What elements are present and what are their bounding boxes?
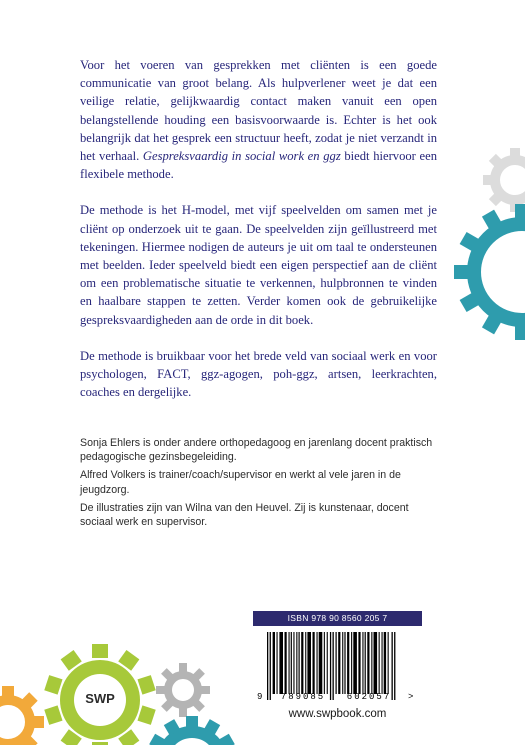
- teal-bottom-gear-icon: [149, 716, 235, 745]
- barcode-bar: [336, 632, 337, 694]
- barcode-bar: [333, 632, 334, 700]
- barcode-bar: [317, 632, 318, 694]
- barcode-bar: [324, 632, 325, 694]
- barcode-bar: [347, 632, 349, 694]
- blurb-paragraph-1: Voor het voeren van gesprekken met cliënten is een goede communicatie van groot belang. Als hulpverlener weet je dat een veilige relatie, gelijkwaardig contact maken vanuit een open belangstellende houding een basisvoorwaarde is. Echter is het ook belangrijk dat het gesprek een structuur heeft, zodat je niet verzandt in het verhaal. Gespreksvaardig in social work en ggz biedt hiervoor een flexibele methode.: [80, 58, 437, 182]
- blurb-paragraph-2: De methode is het H-model, met vijf speelvelden om samen met je cliënt op onderzoek uit te gaan. De speelvelden zijn geïllustreerd met tekeningen. Hiermee nodigen de auteurs je uit om taal te ondersteunen met beelden. Ieder speelveld biedt een eigen perspectief aan de cliënt om een problematische situatie te verkennen, hulpbronnen te vinden en haalbare stappen te zetten. Verder komen ook de gebruikelijke gespreksvaardigheden aan de orde in dit boek.: [80, 203, 437, 327]
- barcode-bar: [267, 632, 268, 700]
- teal-gear-icon: [454, 204, 525, 340]
- swp-logo: SWP: [85, 691, 115, 706]
- orange-gear-icon: [0, 686, 44, 745]
- barcode-bar: [388, 632, 389, 694]
- barcode-digits-left: 789085: [280, 692, 326, 702]
- barcode-bar: [344, 632, 345, 694]
- barcode-bar: [305, 632, 306, 694]
- barcode-bar: [365, 632, 366, 694]
- barcode-bar: [358, 632, 360, 694]
- light-gray-gear-icon: [483, 148, 525, 212]
- barcode-bar: [289, 632, 290, 694]
- barcode-digit-first: 9: [257, 692, 263, 702]
- barcode-bar: [307, 632, 311, 694]
- barcode-bar: [299, 632, 300, 694]
- barcode-bar: [327, 632, 328, 694]
- barcode-bar: [362, 632, 363, 694]
- blurb-paragraph-3: De methode is bruikbaar voor het brede veld van sociaal werk en voor psychologen, FACT, ggz-agogen, poh-ggz, artsen, leerkrachten, coaches en dergelijke.: [80, 348, 437, 400]
- author-bio-2: Alfred Volkers is trainer/coach/supervisor en werkt al vele jaren in de jeugdzorg.: [80, 469, 401, 496]
- barcode-bar: [338, 632, 340, 694]
- barcode-bar: [319, 632, 323, 694]
- barcode-bar: [296, 632, 297, 694]
- barcode-bar: [394, 632, 395, 700]
- barcode-digits-right: 602057: [346, 692, 392, 702]
- barcode-bar: [342, 632, 343, 694]
- barcode-bar: [293, 632, 294, 694]
- author-bios: [80, 436, 437, 533]
- barcode-bar: [384, 632, 386, 694]
- barcode-bar: [270, 632, 271, 700]
- barcode-bar: [367, 632, 369, 694]
- blurb: [80, 56, 437, 419]
- barcode-bar: [392, 632, 393, 700]
- isbn-label: ISBN 978 90 8560 205 7: [253, 611, 422, 626]
- barcode-arrow: >: [408, 692, 414, 702]
- gray-gear-icon: [156, 663, 210, 717]
- barcode-bar: [374, 632, 378, 694]
- barcode-bar: [285, 632, 287, 694]
- author-bio-1: Sonja Ehlers is onder andere orthopedagoog en jarenlang docent praktisch pedagogische gezinsbegeleiding.: [80, 437, 433, 464]
- barcode-bar: [351, 632, 352, 694]
- publisher-website: www.swpbook.com: [288, 708, 387, 720]
- barcode-bar: [273, 632, 275, 694]
- barcode-bar: [291, 632, 292, 694]
- barcode-bar: [353, 632, 357, 694]
- barcode-bar: [382, 632, 383, 694]
- barcode-bar: [313, 632, 315, 694]
- barcode-bar: [279, 632, 283, 694]
- barcode-bar: [277, 632, 278, 694]
- barcode-bar: [330, 632, 331, 700]
- illustrator-bio: De illustraties zijn van Wilna van den Heuvel. Zij is kunstenaar, docent sociaal werk en supervisor.: [80, 501, 409, 529]
- barcode-box: [253, 611, 422, 706]
- barcode-bar: [371, 632, 372, 694]
- barcode-bar: [379, 632, 380, 694]
- barcode-bar: [301, 632, 303, 694]
- book-title: Gespreksvaardig in social work en ggz: [142, 149, 341, 164]
